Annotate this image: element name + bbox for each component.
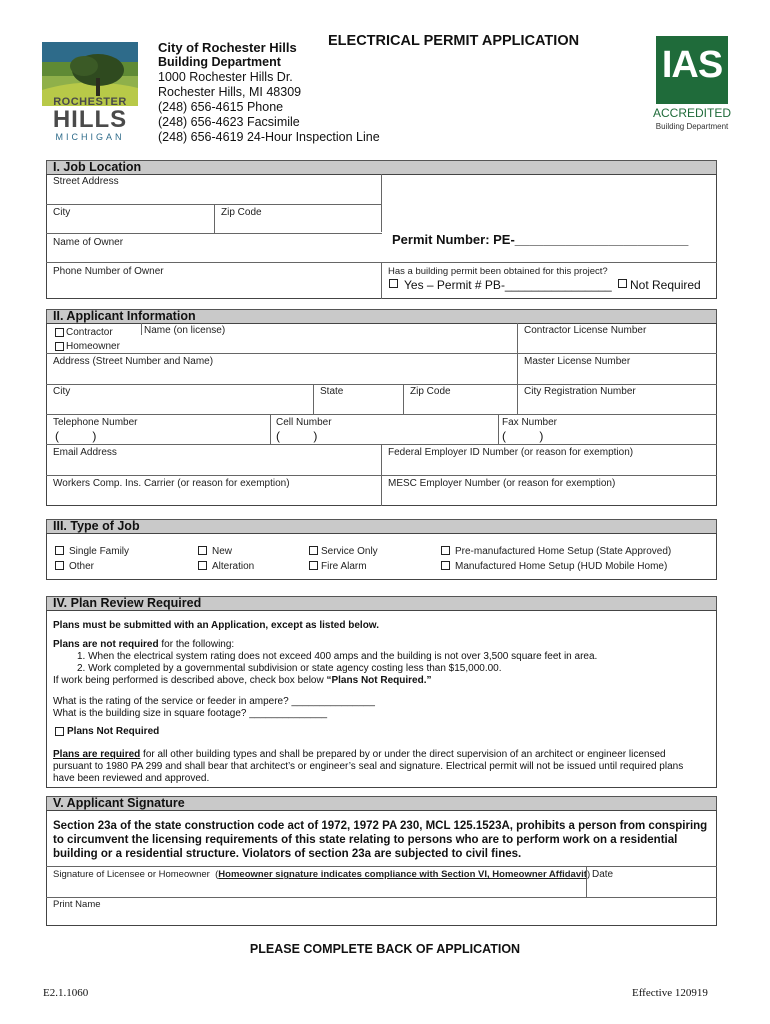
exception-item-2: 2. Work completed by a governmental subdivision or state agency costing less than $15,000.00. bbox=[77, 663, 502, 674]
plans-not-required-line bbox=[53, 639, 234, 651]
form-title: ELECTRICAL PERMIT APPLICATION bbox=[328, 33, 580, 49]
contractor-label: Contractor bbox=[66, 327, 113, 338]
section-3-header: III. Type of Job bbox=[46, 519, 717, 534]
signature-label-line: Signature of Licensee or Homeowner (Homeowner signature indicates compliance with Section VI, Homeowner Affidavit) bbox=[53, 869, 591, 880]
contractor-license-label: Contractor License Number bbox=[524, 325, 647, 336]
fax-field[interactable]: ( ) bbox=[502, 429, 544, 443]
name-license-label: Name (on license) bbox=[144, 325, 226, 336]
address-line-1: 1000 Rochester Hills Dr. bbox=[158, 70, 293, 84]
inspection-line: (248) 656-4619 24-Hour Inspection Line bbox=[158, 130, 380, 144]
plans-required-line-1 bbox=[53, 749, 666, 761]
signature-field[interactable] bbox=[47, 880, 585, 896]
ias-sub-text: Building Department bbox=[655, 122, 729, 131]
alteration-checkbox[interactable] bbox=[198, 561, 207, 570]
print-name-label: Print Name bbox=[53, 899, 101, 910]
plans-required-rest-1: for all other building types and shall be prepared by or under the direct supervision of an architect or engineer licensed bbox=[140, 749, 666, 760]
applicant-name-field[interactable] bbox=[142, 337, 515, 352]
plans-required-bold: Plans are required bbox=[53, 749, 141, 760]
fein-field[interactable] bbox=[382, 459, 716, 474]
premanufactured-label: Pre-manufactured Home Setup (State Approved) bbox=[455, 546, 672, 557]
city-registration-field[interactable] bbox=[518, 398, 716, 413]
if-work-text: If work being performed is described above, check box below bbox=[53, 675, 327, 686]
ias-big-text: IAS bbox=[661, 44, 723, 86]
new-checkbox[interactable] bbox=[198, 546, 207, 555]
telephone-field[interactable]: ( ) bbox=[55, 429, 97, 443]
not-required-label: Not Required bbox=[630, 278, 701, 292]
ias-box bbox=[656, 36, 728, 104]
applicant-address-label: Address (Street Number and Name) bbox=[53, 356, 214, 367]
section-1-header: I. Job Location bbox=[46, 160, 717, 175]
single-family-label: Single Family bbox=[69, 546, 130, 557]
other-checkbox[interactable] bbox=[55, 561, 64, 570]
logo-mid-text: HILLS bbox=[52, 106, 128, 133]
ias-accredited-text: ACCREDITED bbox=[652, 106, 731, 120]
logo-bottom-text: MICHIGAN bbox=[55, 132, 125, 142]
date-label: Date bbox=[592, 869, 614, 880]
owner-phone-field[interactable] bbox=[47, 278, 381, 298]
service-only-checkbox[interactable] bbox=[309, 546, 318, 555]
plans-must-submit: Plans must be submitted with an Application, except as listed below. bbox=[53, 620, 379, 631]
street-address-label: Street Address bbox=[53, 176, 119, 187]
permit-question: Has a building permit been obtained for this project? bbox=[388, 266, 608, 277]
address-line-2: Rochester Hills, MI 48309 bbox=[158, 85, 302, 99]
ias-logo bbox=[652, 36, 730, 140]
workers-comp-field[interactable] bbox=[47, 490, 380, 505]
signature-label: Signature of Licensee or Homeowner bbox=[53, 869, 210, 880]
city-label: City bbox=[53, 207, 71, 218]
plans-required-line-2: pursuant to 1980 PA 299 and shall bear that architect’s or engineer’s seal and signature. Electrical permit will not be issued until required plans bbox=[53, 761, 684, 772]
logo-top-text: ROCHESTER bbox=[53, 96, 127, 108]
print-name-field[interactable] bbox=[47, 910, 716, 925]
rating-question[interactable]: What is the rating of the service or feeder in ampere? _______________ bbox=[53, 696, 375, 707]
owner-name-label: Name of Owner bbox=[53, 237, 124, 248]
section-5-header: V. Applicant Signature bbox=[46, 796, 717, 811]
date-field[interactable] bbox=[587, 880, 716, 896]
telephone-label: Telephone Number bbox=[53, 417, 138, 428]
applicant-zip-label: Zip Code bbox=[410, 386, 451, 397]
phone-line: (248) 656-4615 Phone bbox=[158, 100, 284, 114]
signature-note: Homeowner signature indicates compliance with Section VI, Homeowner Affidavit bbox=[218, 869, 587, 880]
department-name: Building Department bbox=[158, 55, 281, 69]
owner-phone-label: Phone Number of Owner bbox=[53, 266, 164, 277]
master-license-field[interactable] bbox=[518, 368, 716, 383]
plans-not-required-checkbox[interactable] bbox=[55, 727, 64, 736]
workers-comp-label: Workers Comp. Ins. Carrier (or reason for exemption) bbox=[53, 478, 290, 489]
premanufactured-checkbox[interactable] bbox=[441, 546, 450, 555]
master-license-label: Master License Number bbox=[524, 356, 631, 367]
yes-permit-checkbox[interactable] bbox=[389, 279, 398, 288]
exception-item-1: 1. When the electrical system rating does not exceed 400 amps and the building is not over 3,500 square feet in area. bbox=[77, 651, 598, 662]
city-name: City of Rochester Hills bbox=[158, 40, 297, 55]
size-question[interactable]: What is the building size in square footage? ______________ bbox=[53, 708, 328, 719]
city-field[interactable] bbox=[47, 219, 213, 232]
homeowner-checkbox[interactable] bbox=[55, 342, 64, 351]
contractor-checkbox[interactable] bbox=[55, 328, 64, 337]
rochester-hills-logo bbox=[38, 40, 140, 146]
single-family-checkbox[interactable] bbox=[55, 546, 64, 555]
state-field[interactable] bbox=[314, 398, 402, 413]
service-only-label: Service Only bbox=[321, 546, 378, 557]
permit-number[interactable]: Permit Number: PE-________________________ bbox=[392, 232, 689, 247]
statement-line-2: to circumvent the licensing requirements of this state relating to persons who are to perform work on a residential bbox=[53, 834, 678, 846]
plans-not-required-bold: Plans are not required bbox=[53, 639, 159, 650]
email-label: Email Address bbox=[53, 447, 117, 458]
section-4-header: IV. Plan Review Required bbox=[46, 596, 717, 611]
statement-line-3: building or a residential structure. Violators of section 23a are subjected to civil fines. bbox=[53, 848, 522, 860]
fax-line: (248) 656-4623 Facsimile bbox=[158, 115, 300, 129]
city-registration-label: City Registration Number bbox=[524, 386, 636, 397]
fax-label: Fax Number bbox=[502, 417, 558, 428]
mesc-label: MESC Employer Number (or reason for exemption) bbox=[388, 478, 616, 489]
homeowner-label: Homeowner bbox=[66, 341, 120, 352]
cell-label: Cell Number bbox=[276, 417, 332, 428]
fire-alarm-checkbox[interactable] bbox=[309, 561, 318, 570]
if-work-bold: “Plans Not Required.” bbox=[326, 675, 432, 686]
applicant-city-field[interactable] bbox=[47, 398, 312, 413]
zip-code-field[interactable] bbox=[215, 219, 380, 232]
section-2-header: II. Applicant Information bbox=[46, 309, 717, 324]
fire-alarm-label: Fire Alarm bbox=[321, 561, 367, 572]
manufactured-label: Manufactured Home Setup (HUD Mobile Home) bbox=[455, 561, 668, 572]
applicant-zip-field[interactable] bbox=[404, 398, 516, 413]
street-address-field[interactable] bbox=[47, 188, 381, 203]
fein-label: Federal Employer ID Number (or reason for exemption) bbox=[388, 447, 634, 458]
plans-not-required-rest: for the following: bbox=[158, 639, 235, 650]
mesc-field[interactable] bbox=[382, 490, 716, 505]
contractor-license-field[interactable] bbox=[518, 337, 716, 352]
manufactured-checkbox[interactable] bbox=[441, 561, 450, 570]
plans-not-required-option: Plans Not Required bbox=[67, 726, 160, 737]
cell-field[interactable]: ( ) bbox=[276, 429, 318, 443]
form-code: E2.1.1060 bbox=[43, 987, 89, 999]
other-label: Other bbox=[69, 561, 95, 572]
zip-code-label: Zip Code bbox=[221, 207, 262, 218]
new-label: New bbox=[212, 546, 233, 557]
state-label: State bbox=[320, 386, 344, 397]
applicant-address-field[interactable] bbox=[47, 368, 516, 383]
owner-name-field[interactable] bbox=[47, 248, 381, 261]
yes-permit-label: Yes – Permit # PB-________________ bbox=[404, 278, 612, 292]
if-work-line bbox=[53, 675, 432, 687]
applicant-city-label: City bbox=[53, 386, 71, 397]
effective-date: Effective 120919 bbox=[632, 987, 708, 999]
not-required-checkbox[interactable] bbox=[618, 279, 627, 288]
complete-back-notice: PLEASE COMPLETE BACK OF APPLICATION bbox=[249, 942, 521, 956]
statement-line-1: Section 23a of the state construction code act of 1972, 1972 PA 230, MCL 125.1523A, prohibits a person from conspiring bbox=[53, 820, 708, 832]
email-field[interactable] bbox=[47, 459, 380, 474]
plans-required-line-3: have been reviewed and approved. bbox=[53, 773, 210, 784]
alteration-label: Alteration bbox=[212, 561, 255, 572]
